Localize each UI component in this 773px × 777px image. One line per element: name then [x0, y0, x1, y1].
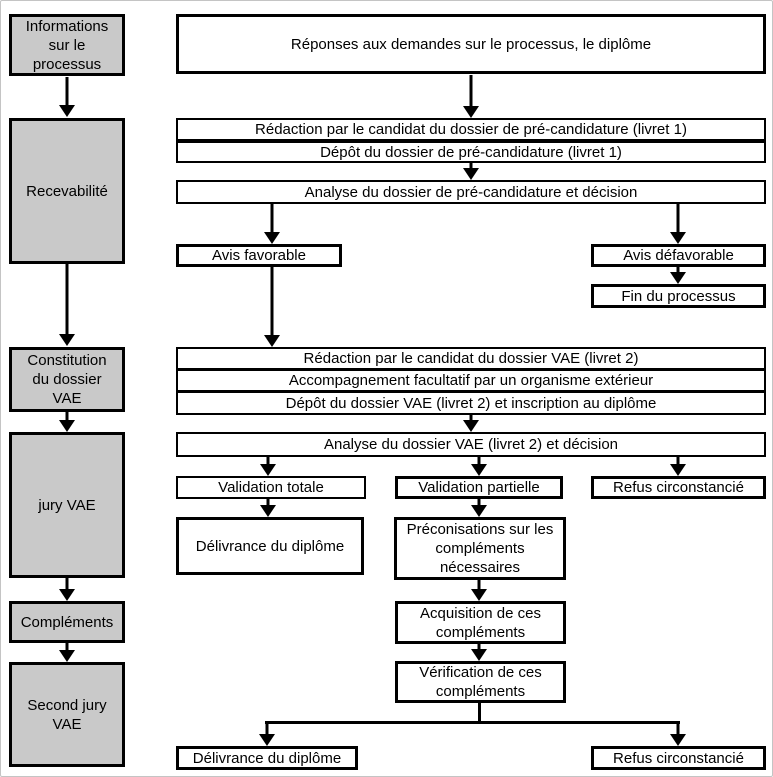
- flow-node-reponses: [176, 14, 766, 74]
- arrow-down-icon: [670, 232, 686, 244]
- flow-label-acquisition: Acquisition de ces compléments: [420, 604, 541, 641]
- arrow-down-icon: [59, 650, 75, 662]
- stage-node-constitution-dossier-vae: [9, 347, 125, 412]
- stage-label-informations: Informations sur le processus: [25, 17, 109, 73]
- arrow-shaft: [271, 267, 274, 339]
- arrow-depot1-to-analyse1: [463, 163, 479, 180]
- arrow-down-icon: [260, 505, 276, 517]
- arrow-analyse2-to-validation-totale: [260, 457, 276, 476]
- flow-label-validation-totale: Validation totale: [218, 479, 324, 496]
- flow-node-depot-livret1: [176, 141, 766, 163]
- arrow-down-icon: [264, 232, 280, 244]
- arrow-down-icon: [59, 334, 75, 346]
- arrow-jury-to-complements: [59, 578, 75, 601]
- flow-node-analyse-livret2: [176, 432, 766, 457]
- arrow-favorable-to-livret2: [264, 267, 280, 347]
- stage-label-complements: Compléments: [20, 613, 114, 631]
- flow-node-avis-defavorable: [591, 244, 766, 267]
- flow-label-preconisations: Préconisations sur les compléments nécessaires: [406, 521, 554, 576]
- arrow-shaft: [470, 75, 473, 110]
- stage-node-complements: [9, 601, 125, 643]
- arrow-informations-to-recevabilite: [59, 77, 75, 117]
- arrow-partielle-to-preconisations: [471, 499, 487, 517]
- flow-node-redaction-livret2: [176, 347, 766, 370]
- flow-node-acquisition: [395, 601, 566, 644]
- flow-node-delivrance-diplome-1: [176, 517, 364, 575]
- stage-node-jury-vae: [9, 432, 125, 578]
- flow-node-delivrance-diplome-2: [176, 746, 358, 770]
- arrow-down-icon: [463, 420, 479, 432]
- arrow-down-icon: [670, 734, 686, 746]
- arrow-analyse1-to-avis-defavorable: [670, 204, 686, 244]
- stage-label-recevabilite: Recevabilité: [26, 182, 108, 200]
- flow-node-accompagnement: [176, 369, 766, 392]
- flow-node-validation-partielle: [395, 476, 563, 499]
- flow-label-avis-defavorable: Avis défavorable: [623, 247, 734, 264]
- flow-label-fin-processus: Fin du processus: [621, 287, 736, 305]
- flow-label-redaction-livret1: Rédaction par le candidat du dossier de pré-candidature (livret 1): [255, 121, 687, 138]
- flow-node-refus-circonstancie-2: [591, 746, 766, 770]
- stage-label-second-jury-vae: Second jury VAE: [27, 696, 107, 733]
- flow-node-preconisations: [394, 517, 566, 580]
- connector-split-horizontal: [265, 721, 680, 724]
- stage-node-informations: [9, 14, 125, 76]
- arrow-down-icon: [471, 649, 487, 661]
- flow-label-refus-circonstancie-1: Refus circonstancié: [613, 479, 744, 496]
- arrow-down-icon: [670, 272, 686, 284]
- flow-node-verification: [395, 661, 566, 703]
- arrow-totale-to-delivrance: [260, 499, 276, 517]
- stage-label-jury-vae: jury VAE: [38, 496, 96, 514]
- arrow-down-icon: [463, 168, 479, 180]
- flow-label-validation-partielle: Validation partielle: [418, 479, 540, 496]
- arrow-shaft: [66, 264, 69, 338]
- arrow-down-icon: [59, 589, 75, 601]
- connector-verification-down: [478, 703, 481, 723]
- arrow-down-icon: [471, 589, 487, 601]
- arrow-reponses-to-precandidature: [463, 75, 479, 118]
- flow-node-validation-totale: [176, 476, 366, 499]
- arrow-complements-to-second-jury: [59, 643, 75, 662]
- arrow-down-icon: [59, 420, 75, 432]
- arrow-down-icon: [463, 106, 479, 118]
- arrow-analyse2-to-validation-partielle: [471, 457, 487, 476]
- flow-label-delivrance-diplome-1: Délivrance du diplôme: [195, 537, 345, 555]
- arrow-down-icon: [670, 464, 686, 476]
- flow-label-verification: Vérification de ces compléments: [419, 664, 542, 700]
- flow-node-avis-favorable: [176, 244, 342, 267]
- arrow-down-icon: [59, 105, 75, 117]
- flow-node-fin-processus: [591, 284, 766, 308]
- stage-node-second-jury-vae: [9, 662, 125, 767]
- flow-label-redaction-livret2: Rédaction par le candidat du dossier VAE (livret 2): [303, 350, 639, 367]
- flow-node-analyse-livret1: [176, 180, 766, 204]
- arrow-constitution-to-jury: [59, 412, 75, 432]
- flow-node-refus-circonstancie-1: [591, 476, 766, 499]
- flow-node-depot-livret2: [176, 391, 766, 415]
- flow-label-refus-circonstancie-2: Refus circonstancié: [613, 749, 744, 767]
- flow-label-analyse-livret2: Analyse du dossier VAE (livret 2) et décision: [323, 436, 619, 453]
- flow-label-delivrance-diplome-2: Délivrance du diplôme: [192, 749, 342, 767]
- flow-label-reponses: Réponses aux demandes sur le processus, le diplôme: [290, 35, 652, 53]
- flow-label-depot-livret2: Dépôt du dossier VAE (livret 2) et inscription au diplôme: [285, 394, 657, 412]
- arrow-analyse1-to-avis-favorable: [264, 204, 280, 244]
- flow-label-avis-favorable: Avis favorable: [212, 247, 306, 264]
- arrow-preconisations-to-acquisition: [471, 580, 487, 601]
- arrow-down-icon: [471, 464, 487, 476]
- arrow-analyse2-to-refus: [670, 457, 686, 476]
- arrow-defavorable-to-fin: [670, 267, 686, 284]
- arrow-down-icon: [471, 505, 487, 517]
- flow-node-redaction-livret1: [176, 118, 766, 141]
- arrow-split-to-refus-2: [670, 722, 686, 746]
- stage-label-constitution: Constitution du dossier VAE: [27, 352, 107, 407]
- flow-label-accompagnement: Accompagnement facultatif par un organisme extérieur: [288, 372, 654, 389]
- flow-label-depot-livret1: Dépôt du dossier de pré-candidature (livret 1): [320, 143, 622, 161]
- arrow-split-to-delivrance-2: [259, 722, 275, 746]
- arrow-recevabilite-to-constitution: [59, 264, 75, 346]
- arrow-down-icon: [264, 335, 280, 347]
- stage-node-recevabilite: [9, 118, 125, 264]
- arrow-down-icon: [260, 464, 276, 476]
- arrow-down-icon: [259, 734, 275, 746]
- flow-label-analyse-livret1: Analyse du dossier de pré-candidature et décision: [304, 183, 638, 201]
- arrow-acquisition-to-verification: [471, 644, 487, 661]
- arrow-depot2-to-analyse2: [463, 415, 479, 432]
